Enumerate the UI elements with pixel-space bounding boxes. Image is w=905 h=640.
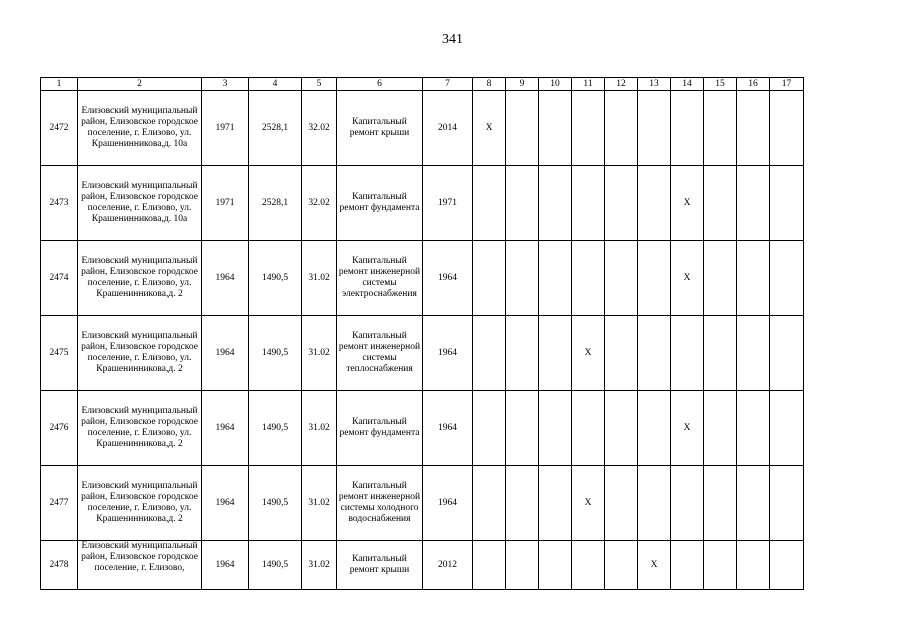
mark-cell [605,166,638,241]
header-row [41,78,804,91]
row-number: 2474 [41,241,78,316]
column-header: 10 [539,78,572,91]
row-number: 2475 [41,316,78,391]
table-row [41,541,804,590]
mark-cell: X [671,241,704,316]
table-row [41,166,804,241]
code-cell: 31.02 [302,541,337,590]
mark-cell [704,316,737,391]
address-cell: Елизовский муниципальный район, Елизовское городское поселение, г. Елизово, ул. Крашенинникова,д. 2 [78,241,202,316]
mark-cell [506,541,539,590]
column-header: 5 [302,78,337,91]
code-cell: 31.02 [302,241,337,316]
mark-cell [473,541,506,590]
column-header: 7 [423,78,473,91]
row-number: 2473 [41,166,78,241]
year-built-cell: 1964 [202,391,249,466]
mark-cell [605,541,638,590]
mark-cell [506,241,539,316]
work-type-cell: Капитальный ремонт инженерной системы электроснабжения [337,241,423,316]
row-number: 2478 [41,541,78,590]
area-cell: 1490,5 [249,466,302,541]
address-cell: Елизовский муниципальный район, Елизовское городское поселение, г. Елизово, ул. Крашенинникова,д. 2 [78,391,202,466]
mark-cell [638,466,671,541]
mark-cell [737,391,770,466]
table-row [41,316,804,391]
mark-cell [473,466,506,541]
mark-cell [539,466,572,541]
work-type-cell: Капитальный ремонт фундамента [337,166,423,241]
mark-cell [605,316,638,391]
mark-cell [704,391,737,466]
mark-cell [737,466,770,541]
mark-cell [605,466,638,541]
work-type-cell: Капитальный ремонт крыши [337,541,423,590]
year-built-cell: 1964 [202,466,249,541]
table-row [41,91,804,166]
mark-cell [770,316,804,391]
column-header: 4 [249,78,302,91]
mark-cell [638,241,671,316]
mark-cell [572,91,605,166]
address-cell: Елизовский муниципальный район, Елизовское городское поселение, г. Елизово, ул. Крашенинникова,д. 10а [78,166,202,241]
mark-cell [671,541,704,590]
mark-cell [605,391,638,466]
mark-cell [572,166,605,241]
mark-cell [539,316,572,391]
work-year-cell: 1964 [423,466,473,541]
mark-cell [638,166,671,241]
mark-cell [671,466,704,541]
year-built-cell: 1964 [202,241,249,316]
mark-cell [737,316,770,391]
area-cell: 2528,1 [249,166,302,241]
address-cell: Елизовский муниципальный район, Елизовское городское поселение, г. Елизово, ул. Крашенинникова,д. 2 [78,316,202,391]
column-header: 12 [605,78,638,91]
address-cell: Елизовский муниципальный район, Елизовское городское поселение, г. Елизово, [78,541,202,590]
mark-cell [506,91,539,166]
column-header: 9 [506,78,539,91]
row-number: 2477 [41,466,78,541]
mark-cell [539,541,572,590]
mark-cell [704,466,737,541]
work-type-cell: Капитальный ремонт фундамента [337,391,423,466]
column-header: 15 [704,78,737,91]
year-built-cell: 1971 [202,91,249,166]
mark-cell [704,541,737,590]
mark-cell [770,241,804,316]
column-header: 14 [671,78,704,91]
column-header: 13 [638,78,671,91]
mark-cell: X [671,391,704,466]
code-cell: 32.02 [302,91,337,166]
work-year-cell: 1964 [423,391,473,466]
row-number: 2476 [41,391,78,466]
page-number: 341 [442,32,463,47]
code-cell: 32.02 [302,166,337,241]
year-built-cell: 1964 [202,316,249,391]
mark-cell [605,241,638,316]
mark-cell [473,166,506,241]
mark-cell: X [572,466,605,541]
mark-cell [671,316,704,391]
row-number: 2472 [41,91,78,166]
mark-cell [704,91,737,166]
mark-cell [572,241,605,316]
mark-cell [506,166,539,241]
area-cell: 1490,5 [249,391,302,466]
code-cell: 31.02 [302,466,337,541]
work-type-cell: Капитальный ремонт инженерной системы холодного водоснабжения [337,466,423,541]
mark-cell [704,166,737,241]
mark-cell: X [473,91,506,166]
work-year-cell: 1964 [423,316,473,391]
mark-cell [737,241,770,316]
column-header: 17 [770,78,804,91]
mark-cell [737,91,770,166]
year-built-cell: 1971 [202,166,249,241]
mark-cell [539,91,572,166]
table-row [41,466,804,541]
area-cell: 1490,5 [249,541,302,590]
mark-cell [638,391,671,466]
mark-cell [506,466,539,541]
code-cell: 31.02 [302,391,337,466]
mark-cell [704,241,737,316]
table-row [41,241,804,316]
mark-cell [737,541,770,590]
registry-table [40,77,804,590]
area-cell: 1490,5 [249,241,302,316]
mark-cell [638,91,671,166]
mark-cell [638,316,671,391]
column-header: 16 [737,78,770,91]
mark-cell [770,466,804,541]
column-header: 2 [78,78,202,91]
mark-cell: X [671,166,704,241]
column-header: 11 [572,78,605,91]
mark-cell: X [638,541,671,590]
mark-cell [506,316,539,391]
column-header: 3 [202,78,249,91]
year-built-cell: 1964 [202,541,249,590]
mark-cell [473,391,506,466]
mark-cell [572,541,605,590]
work-year-cell: 1971 [423,166,473,241]
work-type-cell: Капитальный ремонт инженерной системы теплоснабжения [337,316,423,391]
code-cell: 31.02 [302,316,337,391]
mark-cell [506,391,539,466]
work-year-cell: 2012 [423,541,473,590]
mark-cell [770,541,804,590]
column-header: 8 [473,78,506,91]
work-type-cell: Капитальный ремонт крыши [337,91,423,166]
mark-cell [770,91,804,166]
mark-cell [770,166,804,241]
mark-cell [770,391,804,466]
mark-cell [572,391,605,466]
mark-cell [671,91,704,166]
work-year-cell: 1964 [423,241,473,316]
mark-cell [539,241,572,316]
column-header: 1 [41,78,78,91]
column-header: 6 [337,78,423,91]
address-cell: Елизовский муниципальный район, Елизовское городское поселение, г. Елизово, ул. Крашенинникова,д. 2 [78,466,202,541]
area-cell: 1490,5 [249,316,302,391]
mark-cell [539,391,572,466]
mark-cell [539,166,572,241]
mark-cell [737,166,770,241]
mark-cell: X [572,316,605,391]
mark-cell [473,241,506,316]
mark-cell [605,91,638,166]
address-cell: Елизовский муниципальный район, Елизовское городское поселение, г. Елизово, ул. Крашенинникова,д. 10а [78,91,202,166]
work-year-cell: 2014 [423,91,473,166]
mark-cell [473,316,506,391]
table-row [41,391,804,466]
area-cell: 2528,1 [249,91,302,166]
